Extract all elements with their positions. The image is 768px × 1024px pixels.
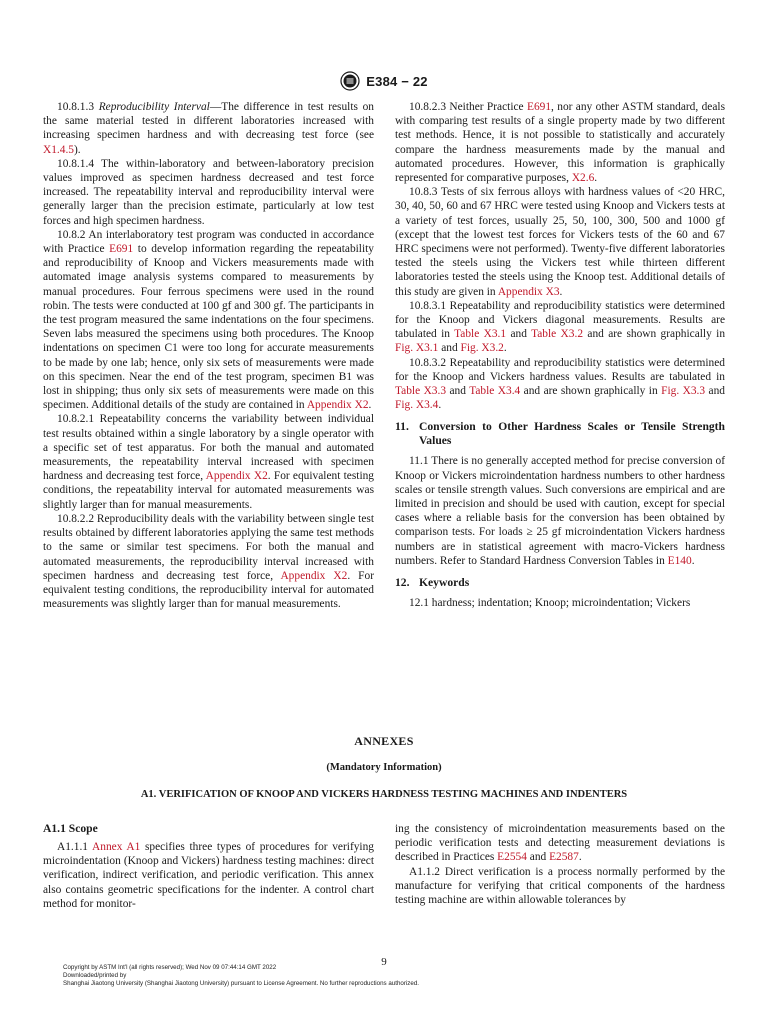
scope-heading: A1.1 Scope [43, 822, 98, 835]
mandatory-info-label: (Mandatory Information) [326, 762, 442, 773]
link-e691[interactable]: E691 [526, 101, 552, 113]
annex-left-column [43, 822, 374, 911]
paragraph-10-8-1-3: 10.8.1.3 Reproducibility Interval—The difference in test results on the same material tested in different laboratories increased with increasing specimen hardness and with decreasing test force (see X1.4.5). [43, 101, 374, 156]
paragraph-10-8-3: 10.8.3 Tests of six ferrous alloys with hardness values of <20 HRC, 30, 40, 50, 60 and 67 HRC were tested using Knoop and Vickers tests at a variety of test forces, usually 25, 50, 100, 300, 500 and 1000 gf (except that the lowest test forces for Vickers tests of the 60 and 67 HRC specimens were not performed). Twenty-five different laboratories tested the steels using the Vickers test while thirteen different laboratories tested the steels using the Knoop test. Additional details of this study are given in Appendix X3. [395, 186, 725, 298]
paragraph-10-8-2-3: 10.8.2.3 Neither Practice E691, nor any other ASTM standard, deals with comparing test results of a single property made by two different test methods. Hence, it is not possible to statistically and accurately compare the hardness measurements made by the manual and automated procedures. However, this information is graphically represented for comparative purposes, X2.6. [395, 101, 726, 185]
paragraph-a1-1-2: A1.1.2 Direct verification is a process normally performed by the manufacture for verifying that critical components of the hardness testing machine are within allowable tolerances by [395, 865, 725, 907]
footer-downloaded-line: Downloaded/printed by [63, 972, 127, 979]
copyright-footer [63, 964, 419, 988]
link-e2554[interactable]: E2554 [497, 851, 527, 864]
link-appendix-x3[interactable]: Appendix X3 [497, 285, 560, 298]
astm-logo-icon [340, 71, 360, 91]
link-e140[interactable]: E140 [667, 554, 692, 567]
annex-right-column [395, 822, 725, 907]
left-column [43, 100, 374, 611]
paragraph-12-1: 12.1 hardness; indentation; Knoop; microindentation; Vickers [409, 597, 691, 610]
paragraph-a1-1-1-continued: ing the consistency of microindentation measurements based on the periodic verification tests and detecting measurement deviations is described in Practices E2554 and E2587. [395, 823, 725, 864]
paragraph-10-8-2: 10.8.2 An interlaboratory test program was conducted in accordance with Practice E691 to develop information regarding the repeatability and reproducibility of Knoop and Vickers measurements made with automated image analysis systems compared to measurements by manual procedures. Four ferrous specimens were used in the round robin. The tests were conducted at 100 gf and 300 gf. The participants in the test program measured the same indentations on the four specimens. Seven labs measured the specimens using both procedures. The Knoop indentations on specimen C1 were too long for accurate measurements to be made by one lab; hence, only six sets of measurements were made on this specimen. Near the end of the test program, specimen B1 was lost in shipping; thus only six sets of measurements were made on this specimen. Additional details of the study are contained in Appendix X2. [43, 228, 374, 412]
link-fig-x3-3[interactable]: Fig. X3.3 [661, 385, 706, 398]
link-fig-x3-2[interactable]: Fig. X3.2 [460, 342, 504, 355]
paragraph-11-1: 11.1 There is no generally accepted method for precise conversion of Knoop or Vickers microindentation hardness numbers to other hardness scales or tensile strength values. Such conversions are empirical and are limited in precision and should be used with caution, except for special cases where a reliable basis for the conversion has been obtained by comparison tests. For loads ≥ 25 gf microindentation Vickers hardness numbers are in statistical agreement with macro-Vickers hardness numbers. Refer to Standard Hardness Conversion Tables in E140. [395, 455, 725, 567]
link-table-x3-4[interactable]: Table X3.4 [469, 385, 521, 398]
section-12-heading: 12. Keywords [395, 576, 470, 590]
annexes-heading: ANNEXES [354, 734, 414, 748]
page-number: 9 [381, 956, 387, 968]
link-table-x3-1[interactable]: Table X3.1 [454, 328, 507, 341]
paragraph-10-8-2-1: 10.8.2.1 Repeatability concerns the variability between individual test results obtained within a single laboratory by a single operator with a specific set of test apparatus. For both the manual and automated measurements, the repeatability interval increased with specimen hardness and decreasing test force, Appendix X2. For equivalent testing conditions, the repeatability interval for automated measurements was slightly larger than for manual measurements. [43, 413, 374, 511]
link-e691[interactable]: E691 [109, 243, 134, 256]
paragraph-10-8-1-4: 10.8.1.4 The within-laboratory and between-laboratory precision values improved as specimen hardness decreased and test force increased. The repeatability interval and reproducibility interval were generally larger than the precision estimate, particularly at low test forces and high specimen hardness. [43, 157, 374, 227]
link-appendix-x2[interactable]: Appendix X2 [306, 399, 369, 412]
link-appendix-x2[interactable]: Appendix X2 [205, 470, 268, 483]
paragraph-10-8-3-1: 10.8.3.1 Repeatability and reproducibility statistics were determined for the Knoop and Vickers diagonal measurements. Results are tabulated in Table X3.1 and Table X3.2 and are shown graphically in Fig. X3.1 and Fig. X3.2. [395, 299, 726, 355]
annex-a1-title: A1. VERIFICATION OF KNOOP AND VICKERS HARDNESS TESTING MACHINES AND INDENTERS [140, 789, 628, 800]
link-fig-x3-1[interactable]: Fig. X3.1 [395, 342, 439, 355]
section-11-heading: 11. Conversion to Other Hardness Scales or Tensile Strength Values [395, 420, 725, 448]
link-appendix-x2[interactable]: Appendix X2 [280, 569, 348, 582]
footer-license-line: Shanghai Jiaotong University (Shanghai Jiaotong University) pursuant to License Agreement. No further reproductions authorized. [63, 980, 419, 987]
link-table-x3-3[interactable]: Table X3.3 [395, 385, 447, 398]
link-x2-6[interactable]: X2.6 [571, 172, 595, 185]
link-table-x3-2[interactable]: Table X3.2 [531, 328, 584, 341]
link-e2587[interactable]: E2587 [549, 851, 579, 864]
paragraph-10-8-2-2: 10.8.2.2 Reproducibility deals with the variability between single test results obtained by different laboratories applying the same test methods to the same or similar test specimens. For both the manual and automated measurements, the reproducibility interval increased with specimen hardness and decreasing test force, Appendix X2. For equivalent testing conditions, the reproducibility interval for automated measurements was slightly larger than for manual measurements. [43, 512, 374, 611]
paragraph-a1-1-1: A1.1.1 Annex A1 specifies three types of procedures for verifying microindentation (Knoop and Vickers) hardness testing machines: direct verification, indirect verification, and periodic verification. This annex also contains geometric specifications for the indenter. A control chart method for monitor- [43, 841, 374, 910]
right-column [395, 100, 725, 610]
footer-copyright-line: Copyright by ASTM Int'l (all rights reserved); Wed Nov 09 07:44:14 GMT 2022 [63, 964, 277, 971]
link-annex-a1[interactable]: Annex A1 [92, 841, 141, 853]
link-x1-4-5[interactable]: X1.4.5 [43, 143, 75, 156]
link-fig-x3-4[interactable]: Fig. X3.4 [395, 399, 439, 412]
standard-designation: E384 − 22 [366, 73, 428, 89]
page-header [0, 70, 768, 92]
paragraph-10-8-3-2: 10.8.3.2 Repeatability and reproducibility statistics were determined for the Knoop and Vickers hardness values. Results are tabulated in Table X3.3 and Table X3.4 and are shown graphically in Fig. X3.3 and Fig. X3.4. [395, 356, 725, 412]
